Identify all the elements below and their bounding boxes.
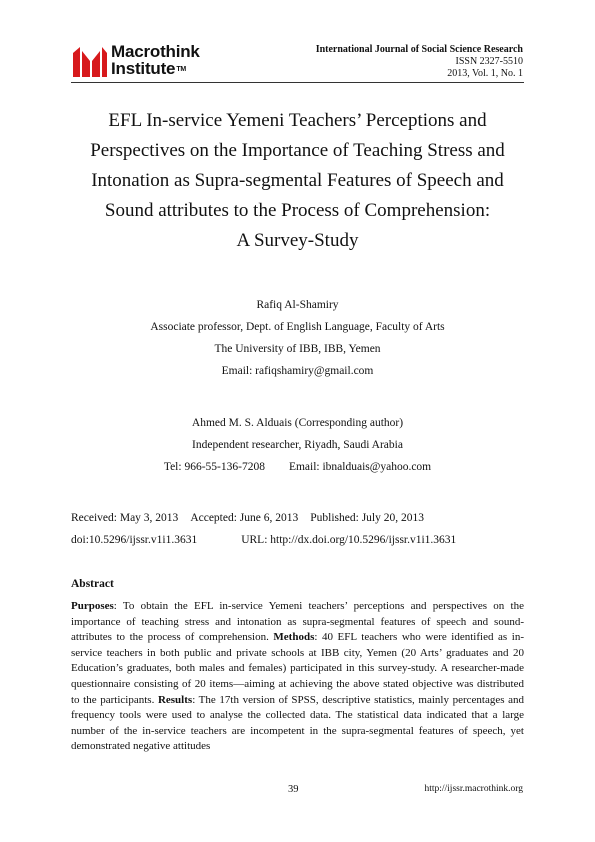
journal-url-link[interactable]: http://ijssr.macrothink.org bbox=[424, 784, 523, 794]
author-affiliation: Independent researcher, Riyadh, Saudi Arabia bbox=[192, 439, 403, 451]
abstract-heading: Abstract bbox=[71, 578, 114, 590]
publisher-logo bbox=[71, 43, 231, 79]
methods-text: : 40 EFL teachers who were identified as in-service teachers in both public and private schools at IBB city, Yemen (20 Arts’ graduates and 20 Education’s graduates, both males and females) participated in this survey-study. A researcher-made questionnaire consisting of 20 items—aiming at achieving the above stated objective was distributed to the participants. bbox=[71, 631, 524, 706]
logo-text-macrothink: Macrothink bbox=[111, 42, 200, 61]
journal-issn: ISSN 2327-5510 bbox=[455, 56, 523, 67]
author-block-2 bbox=[71, 412, 524, 478]
title-line: Intonation as Supra-segmental Features of Speech and bbox=[91, 170, 504, 191]
accepted-date: Accepted: June 6, 2013 bbox=[190, 512, 299, 524]
header-rule bbox=[71, 82, 524, 83]
doi-row bbox=[71, 529, 456, 551]
results-text: : The 17th version of SPSS, descriptive statistics, mainly percentages and frequency tools were used to analyse the collected data. The statistical data indicated that a large number of the in-service teachers are incompetent in the supra-segmental features of speech, yet demonstrated negative attitudes bbox=[71, 693, 524, 753]
author-email: Email: rafiqshamiry@gmail.com bbox=[221, 365, 374, 377]
published-date: Published: July 20, 2013 bbox=[310, 512, 424, 524]
paper-title bbox=[60, 106, 535, 256]
logo-trademark: TM bbox=[176, 66, 187, 73]
author-tel: Tel: 966-55-136-7208 bbox=[163, 461, 265, 473]
dates-row bbox=[71, 507, 456, 529]
author-position: Associate professor, Dept. of English Language, Faculty of Arts bbox=[150, 321, 445, 333]
title-line: Sound attributes to the Process of Comprehension: bbox=[104, 200, 491, 221]
title-line: Perspectives on the Importance of Teaching Stress and bbox=[90, 140, 505, 161]
author-name: Rafiq Al-Shamiry bbox=[256, 299, 339, 311]
author-block-1 bbox=[71, 294, 524, 382]
abstract-body bbox=[71, 599, 524, 755]
author-name: Ahmed M. S. Alduais (Corresponding author) bbox=[191, 417, 404, 429]
purposes-label: Purposes bbox=[71, 600, 114, 612]
journal-header bbox=[316, 44, 523, 80]
received-date: Received: May 3, 2013 bbox=[71, 512, 179, 524]
author-email: Email: ibnalduais@yahoo.com bbox=[288, 461, 432, 473]
title-line: EFL In-service Yemeni Teachers’ Perceptions and bbox=[108, 110, 487, 131]
author-contact bbox=[71, 456, 524, 478]
doi-url-link[interactable]: URL: http://dx.doi.org/10.5296/ijssr.v1i1.3631 bbox=[241, 534, 457, 546]
macrothink-logo-mark-icon bbox=[71, 43, 109, 79]
results-label: Results bbox=[157, 693, 193, 706]
title-line: A Survey-Study bbox=[236, 230, 359, 251]
doi: doi:10.5296/ijssr.v1i1.3631 bbox=[71, 534, 198, 546]
author-institution: The University of IBB, IBB, Yemen bbox=[214, 343, 381, 355]
logo-text-institute: Institute™ bbox=[111, 59, 187, 78]
publication-dates bbox=[71, 507, 456, 551]
journal-name: International Journal of Social Science Research bbox=[315, 44, 523, 55]
purposes-text: : To obtain the EFL in-service Yemeni teachers’ perceptions and perspectives on the importance of teaching stress and intonation as supra-segmental features of speech and sound-attributes to the process of comprehension. bbox=[71, 600, 524, 644]
journal-volume: 2013, Vol. 1, No. 1 bbox=[447, 68, 523, 79]
page-number: 39 bbox=[288, 784, 299, 795]
methods-label: Methods bbox=[273, 631, 315, 644]
